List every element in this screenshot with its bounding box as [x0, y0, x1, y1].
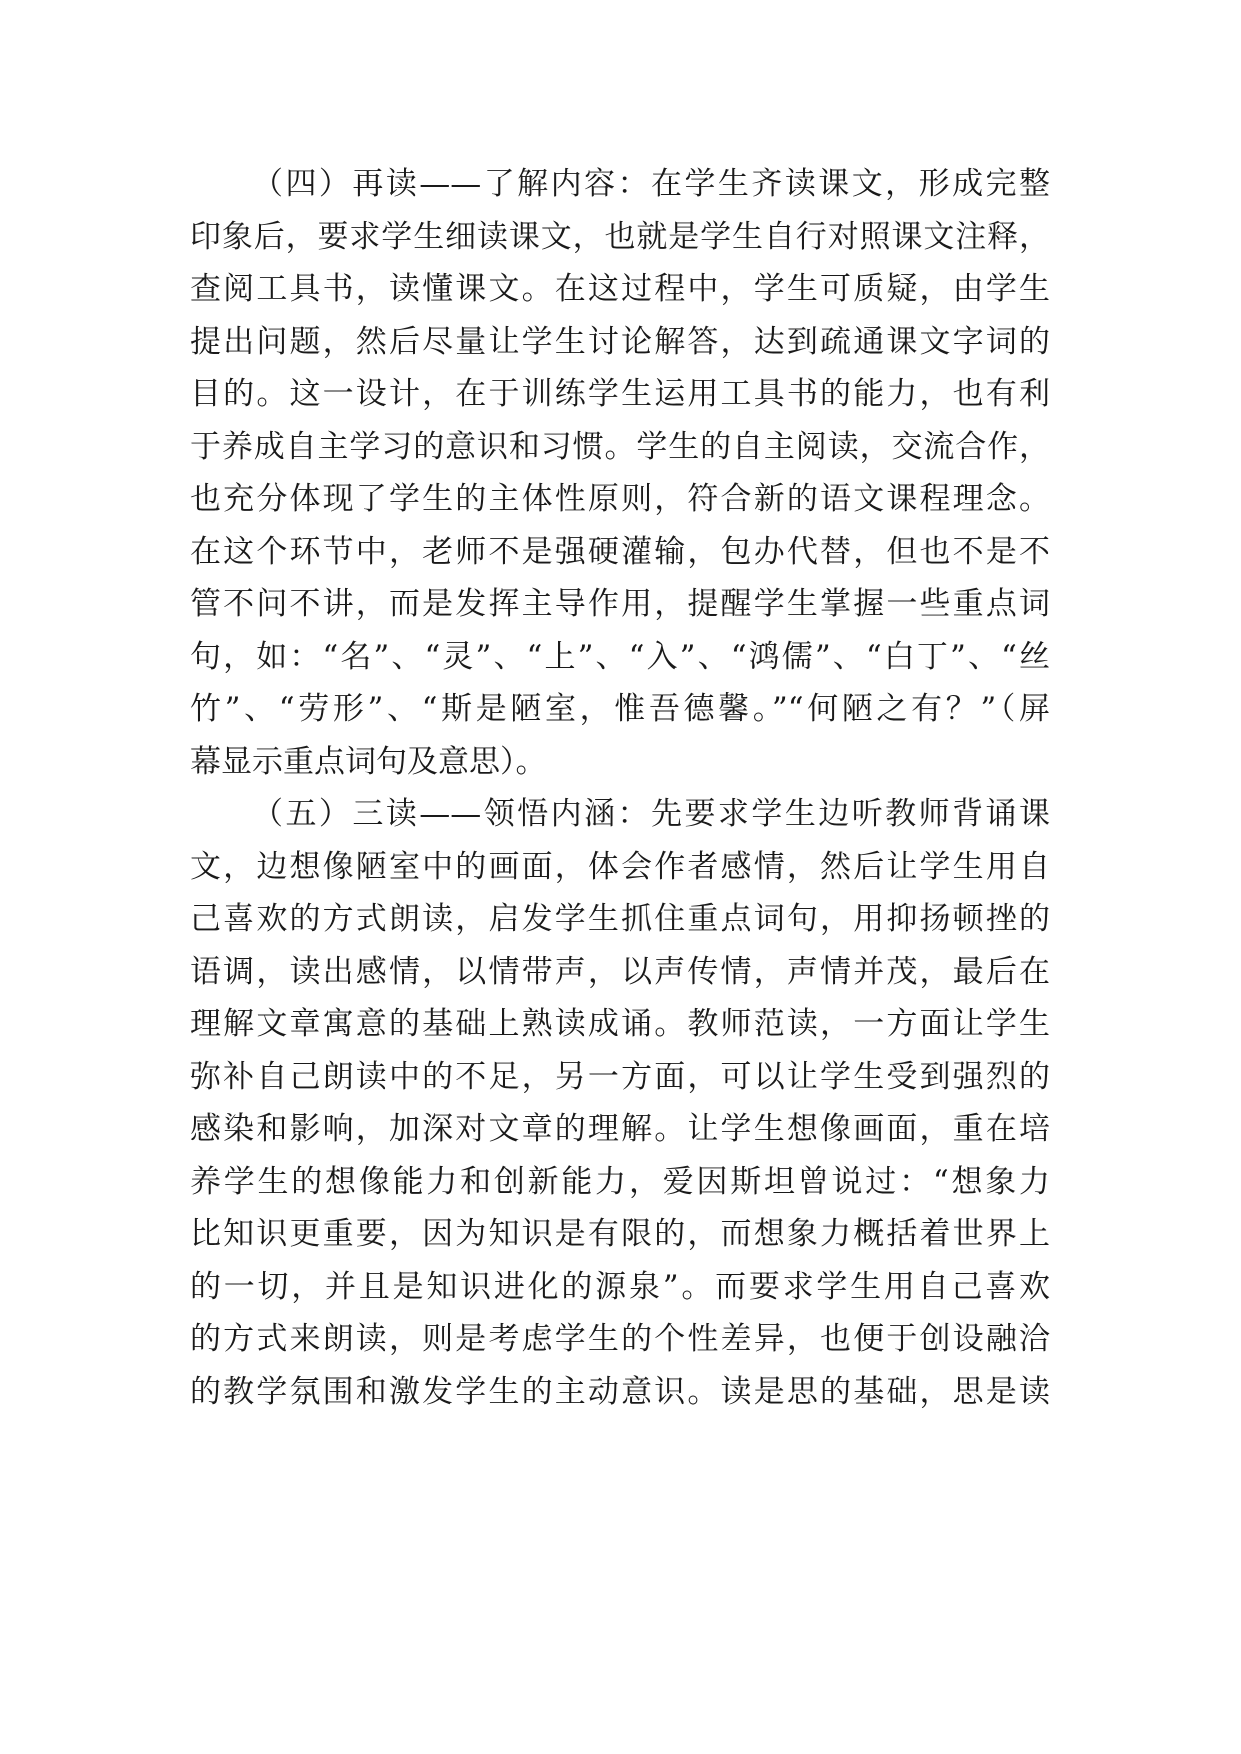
text-line: 在这个环节中，老师不是强硬灌输，包办代替，但也不是不 — [190, 533, 1050, 570]
text-line: 句，如：“名”、“灵”、“上”、“入”、“鸿儒”、“白丁”、“丝 — [190, 638, 1050, 675]
text-line: （四）再读——了解内容：在学生齐读课文，形成完整 — [252, 166, 1050, 202]
text-line: 文，边想像陋室中的画面，体会作者感情，然后让学生用自 — [190, 848, 1050, 885]
text-line: 的一切，并且是知识进化的源泉”。而要求学生用自己喜欢 — [190, 1268, 1050, 1305]
text-line: 语调，读出感情，以情带声，以声传情，声情并茂，最后在 — [190, 953, 1050, 990]
text-line: 目的。这一设计，在于训练学生运用工具书的能力，也有利 — [190, 376, 1050, 412]
text-line: 的教学氛围和激发学生的主动意识。读是思的基础，思是读 — [190, 1373, 1050, 1410]
text-line: 比知识更重要，因为知识是有限的，而想象力概括着世界上 — [190, 1216, 1050, 1252]
text-line: （五）三读——领悟内涵：先要求学生边听教师背诵课 — [252, 796, 1050, 832]
text-line: 竹”、“劳形”、“斯是陋室，惟吾德馨。”“何陋之有？”（屏 — [190, 691, 1050, 727]
text-line: 查阅工具书，读懂课文。在这过程中，学生可质疑，由学生 — [190, 271, 1050, 307]
text-line: 养学生的想像能力和创新能力，爱因斯坦曾说过：“想象力 — [190, 1163, 1050, 1200]
text-line: 感染和影响，加深对文章的理解。让学生想像画面，重在培 — [190, 1111, 1050, 1147]
paragraph-third-reading — [190, 788, 1050, 1418]
body-text — [190, 158, 1050, 1418]
paragraph-reading-again — [190, 158, 1050, 788]
text-line: 提出问题，然后尽量让学生讨论解答，达到疏通课文字词的 — [190, 323, 1050, 360]
text-line: 的方式来朗读，则是考虑学生的个性差异，也便于创设融洽 — [190, 1321, 1050, 1357]
text-line: 幕显示重点词句及意思）。 — [190, 743, 547, 780]
text-line: 己喜欢的方式朗读，启发学生抓住重点词句，用抑扬顿挫的 — [190, 901, 1050, 937]
text-line: 理解文章寓意的基础上熟读成诵。教师范读，一方面让学生 — [190, 1006, 1050, 1042]
text-line: 于养成自主学习的意识和习惯。学生的自主阅读，交流合作， — [190, 428, 1050, 465]
text-line: 弥补自己朗读中的不足，另一方面，可以让学生受到强烈的 — [190, 1058, 1050, 1095]
text-line: 管不问不讲，而是发挥主导作用，提醒学生掌握一些重点词 — [190, 586, 1050, 622]
text-line: 印象后，要求学生细读课文，也就是学生自行对照课文注释， — [190, 218, 1050, 255]
text-line: 也充分体现了学生的主体性原则，符合新的语文课程理念。 — [190, 481, 1050, 517]
